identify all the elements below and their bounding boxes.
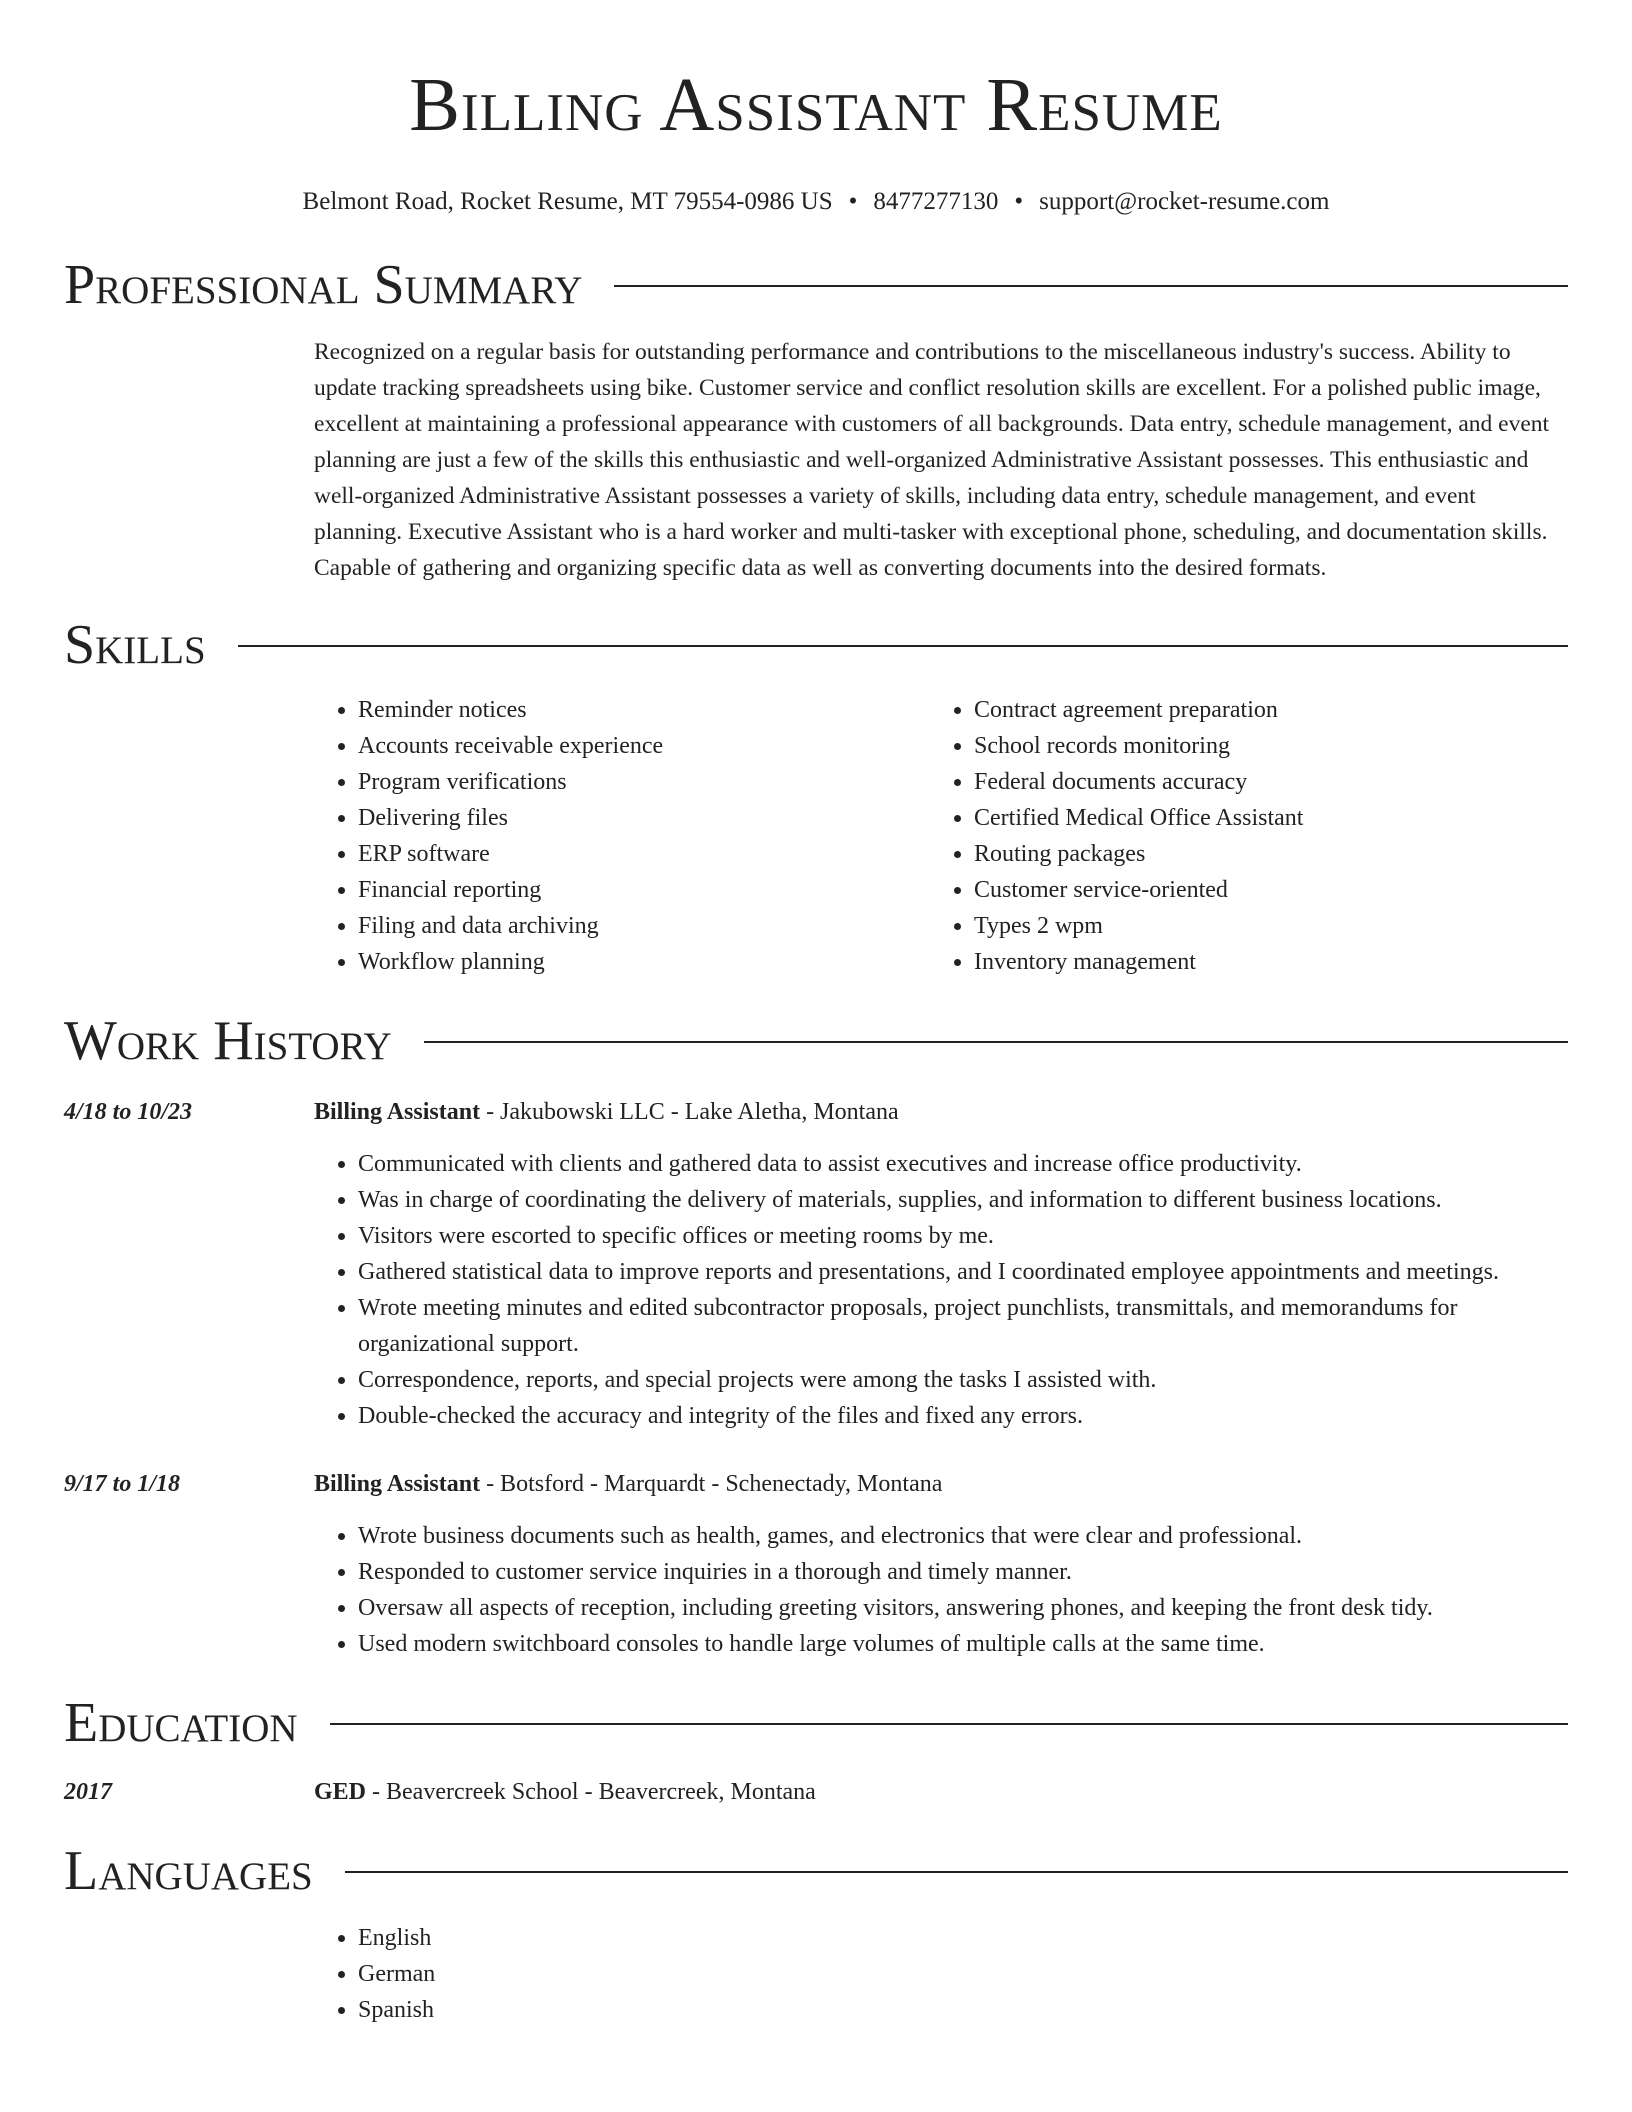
contact-address: Belmont Road, Rocket Resume, MT 79554-0986 US <box>302 188 833 215</box>
job-bullet: • Wrote business documents such as health, games, and electronics that were clear and professional. <box>358 1518 1568 1554</box>
job-title: Billing Assistant <box>314 1471 481 1497</box>
section-divider <box>238 645 1568 647</box>
skill-item: • Financial reporting <box>358 872 930 908</box>
job-bullets <box>314 1518 1568 1662</box>
language-item: • Spanish <box>358 1992 1568 2028</box>
skill-item: • ERP software <box>358 836 930 872</box>
job-bullet: • Double-checked the accuracy and integrity of the files and fixed any errors. <box>358 1398 1568 1434</box>
skills-heading: Skills <box>64 614 206 676</box>
skill-item: • Reminder notices <box>358 692 930 728</box>
skill-item: • Customer service-oriented <box>974 872 1546 908</box>
section-divider <box>345 1871 1568 1873</box>
languages-list <box>314 1920 1568 2028</box>
job-bullet: • Communicated with clients and gathered data to assist executives and increase office productivity. <box>358 1146 1568 1182</box>
contact-separator: • <box>1014 188 1024 215</box>
skills-column-right <box>930 692 1546 980</box>
job-entry <box>64 1094 1568 1130</box>
education-heading: Education <box>64 1692 298 1754</box>
summary-section-header <box>64 254 1568 316</box>
summary-heading: Professional Summary <box>64 254 583 316</box>
job-dates: 9/17 to 1/18 <box>64 1471 181 1497</box>
job-bullet: • Correspondence, reports, and special projects were among the tasks I assisted with. <box>358 1362 1568 1398</box>
skill-item: • Federal documents accuracy <box>974 764 1546 800</box>
resume-title: Billing Assistant Resume <box>409 63 1223 147</box>
skill-item: • Inventory management <box>974 944 1546 980</box>
summary-text: Recognized on a regular basis for outstanding performance and contributions to the miscellaneous industry's success. Ability to update tracking spreadsheets using bike. Customer service and conflict resolution skills are excellent. For a polished public image, excellent at maintaining a professional appearance with customers of all backgrounds. Data entry, schedule management, and event planning are just a few of the skills this enthusiastic and well-organized Administrative Assistant possesses. This enthusiastic and well-organized Administrative Assistant possesses a variety of skills, including data entry, schedule management, and event planning. Executive Assistant who is a hard worker and multi-tasker with exceptional phone, scheduling, and documentation skills. Capable of gathering and organizing specific data as well as converting documents into the desired formats. <box>314 339 1550 581</box>
language-item: • German <box>358 1956 1568 1992</box>
job-bullet-list <box>314 1146 1568 1434</box>
job-role <box>314 1466 942 1502</box>
skills-grid <box>314 692 1568 980</box>
language-item: • English <box>358 1920 1568 1956</box>
job-bullet: • Wrote meeting minutes and edited subcontractor proposals, project punchlists, transmittals, and memorandums for organizational support. <box>358 1290 1568 1362</box>
section-divider <box>424 1041 1568 1043</box>
job-bullet: • Used modern switchboard consoles to handle large volumes of multiple calls at the same time. <box>358 1626 1568 1662</box>
job-dates: 4/18 to 10/23 <box>64 1099 193 1125</box>
contact-phone: 8477277130 <box>873 188 999 215</box>
skills-list-left <box>314 692 930 980</box>
job-bullet: • Oversaw all aspects of reception, including greeting visitors, answering phones, and keeping the front desk tidy. <box>358 1590 1568 1626</box>
skill-item: • Program verifications <box>358 764 930 800</box>
skills-column-left <box>314 692 930 980</box>
job-bullet: • Gathered statistical data to improve reports and presentations, and I coordinated employee appointments and meetings. <box>358 1254 1568 1290</box>
section-divider <box>614 285 1568 287</box>
education-degree: GED <box>314 1779 367 1805</box>
job-details: - Botsford - Marquardt - Schenectady, Montana <box>480 1471 943 1497</box>
skill-item: • Workflow planning <box>358 944 930 980</box>
job-details: - Jakubowski LLC - Lake Aletha, Montana <box>480 1099 899 1125</box>
education-entry <box>64 1774 1568 1810</box>
languages-section-header <box>64 1840 1568 1902</box>
work-section-header <box>64 1010 1568 1072</box>
languages-heading: Languages <box>64 1840 313 1902</box>
job-role <box>314 1094 899 1130</box>
skill-item: • Accounts receivable experience <box>358 728 930 764</box>
education-school: - Beavercreek School - Beavercreek, Montana <box>366 1779 816 1805</box>
work-heading: Work History <box>64 1010 392 1072</box>
contact-line <box>64 186 1568 218</box>
job-bullet: • Responded to customer service inquiries in a thorough and timely manner. <box>358 1554 1568 1590</box>
education-section-header <box>64 1692 1568 1754</box>
job-title: Billing Assistant <box>314 1099 481 1125</box>
job-bullet-list <box>314 1518 1568 1662</box>
skill-item: • Routing packages <box>974 836 1546 872</box>
skills-list-right <box>930 692 1546 980</box>
section-divider <box>330 1723 1568 1725</box>
skill-item: • Delivering files <box>358 800 930 836</box>
job-bullets <box>314 1146 1568 1434</box>
skill-item: • School records monitoring <box>974 728 1546 764</box>
contact-separator: • <box>848 188 858 215</box>
education-year: 2017 <box>64 1779 112 1805</box>
education-details <box>314 1774 816 1810</box>
job-bullet: • Was in charge of coordinating the delivery of materials, supplies, and information to different business locations. <box>358 1182 1568 1218</box>
skill-item: • Filing and data archiving <box>358 908 930 944</box>
skill-item: • Certified Medical Office Assistant <box>974 800 1546 836</box>
skill-item: • Types 2 wpm <box>974 908 1546 944</box>
skills-section-header <box>64 614 1568 676</box>
job-entry <box>64 1466 1568 1502</box>
skill-item: • Contract agreement preparation <box>974 692 1546 728</box>
contact-email: support@rocket-resume.com <box>1039 188 1330 215</box>
job-bullet: • Visitors were escorted to specific offices or meeting rooms by me. <box>358 1218 1568 1254</box>
languages-bullet-list <box>314 1920 1568 2028</box>
